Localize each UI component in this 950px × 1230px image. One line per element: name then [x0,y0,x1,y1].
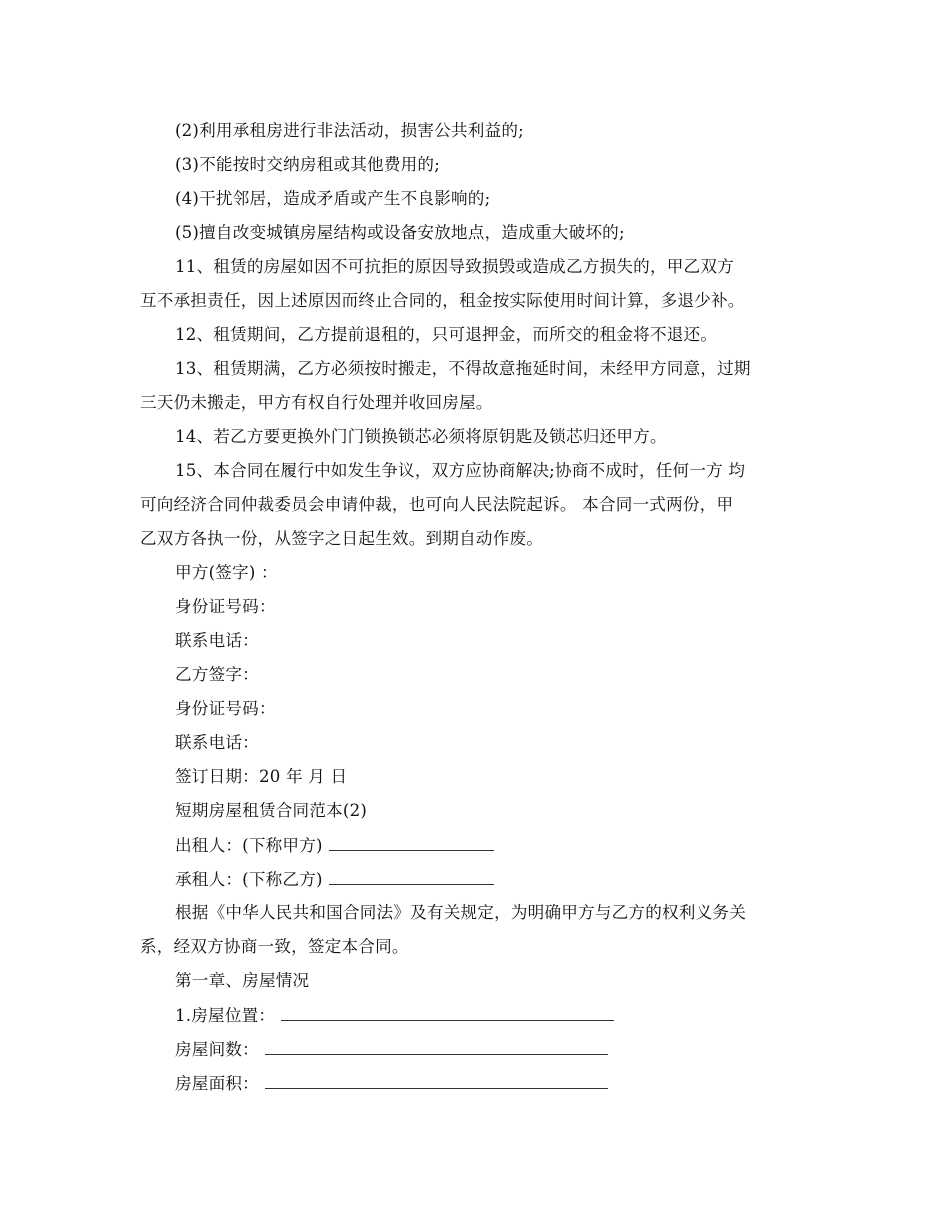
section-title: 短期房屋租赁合同范本(2) [175,801,368,820]
preamble-line-2: 系，经双方协商一致，签定本合同。 [140,937,409,956]
preamble-line-1: 根据《中华人民共和国合同法》及有关规定，为明确甲方与乙方的权利义务关 [175,903,746,922]
lessee-line [140,862,812,896]
article-11-line-1: 11、租赁的房屋如因不可抗拒的原因导致损毁或造成乙方损失的，甲乙双方 [175,257,734,276]
clause-4: (4)干扰邻居，造成矛盾或产生不良影响的; [175,189,491,208]
article-11-line-2: 互不承担责任，因上述原因而终止合同的，租金按实际使用时间计算，多退少补。 [140,291,745,310]
room-count-blank [265,1032,608,1055]
clause-2: (2)利用承租房进行非法活动，损害公共利益的; [175,121,524,140]
article-14: 14、若乙方要更换外门门锁换锁芯必须将原钥匙及锁芯归还甲方。 [175,427,667,446]
clause-5: (5)擅自改变城镇房屋结构或设备安放地点，造成重大破坏的; [175,223,625,242]
article-15-line-2: 可向经济合同仲裁委员会申请仲裁，也可向人民法院起诉。 本合同一式两份，甲 [140,495,734,514]
room-count-line [140,1032,812,1066]
clause-3: (3)不能按时交纳房租或其他费用的; [175,155,441,174]
party-b-signature: 乙方签字： [175,665,259,684]
article-13-line-2: 三天仍未搬走，甲方有权自行处理并收回房屋。 [140,393,493,412]
house-location-line [140,998,812,1032]
room-count-label: 房屋间数： [175,1040,259,1059]
party-b-phone: 联系电话： [175,733,259,752]
house-area-line [140,1066,812,1100]
house-area-label: 房屋面积： [175,1074,259,1093]
lessor-blank [329,828,494,851]
article-12: 12、租赁期间，乙方提前退租的，只可退押金，而所交的租金将不退还。 [175,325,718,344]
house-location-label: 1.房屋位置： [175,1006,276,1025]
chapter-1-heading: 第一章、房屋情况 [175,971,310,990]
lessor-line [140,828,812,862]
article-15-line-3: 乙双方各执一份，从签字之日起生效。到期自动作废。 [140,529,544,548]
lessor-label: 出租人：(下称甲方) [175,836,323,855]
party-a-signature: 甲方(签字) ： [175,563,278,582]
signing-date: 签订日期：20 年 月 日 [175,767,348,786]
party-a-id-number: 身份证号码： [175,597,276,616]
party-b-id-number: 身份证号码： [175,699,276,718]
lessee-blank [329,862,494,885]
lessee-label: 承租人：(下称乙方) [175,870,323,889]
article-15-line-1: 15、本合同在履行中如发生争议，双方应协商解决;协商不成时，任何一方 均 [175,461,746,480]
article-13-line-1: 13、租赁期满，乙方必须按时搬走，不得故意拖延时间，未经甲方同意，过期 [175,359,751,378]
party-a-phone: 联系电话： [175,631,259,650]
house-location-blank [281,998,614,1021]
house-area-blank [265,1066,608,1089]
contract-text [140,114,812,1100]
